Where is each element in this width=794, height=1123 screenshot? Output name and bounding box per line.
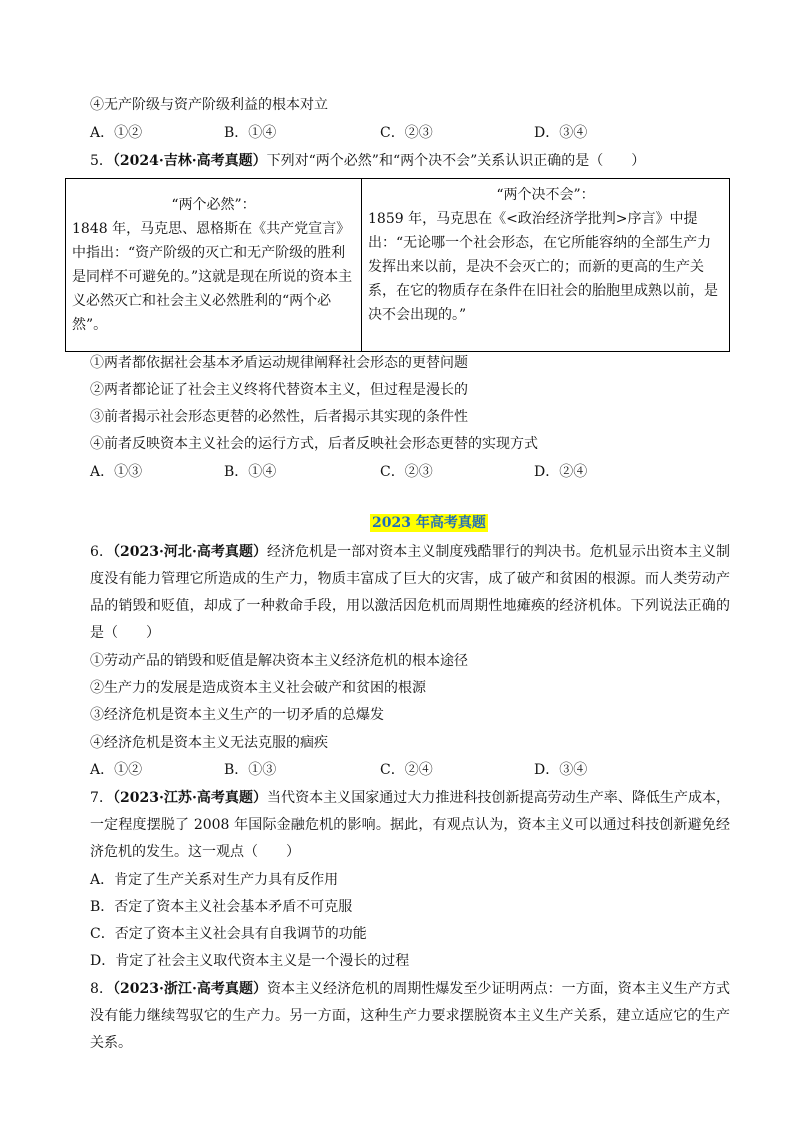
q7-number: 7． bbox=[90, 790, 113, 806]
q6-choice-a[interactable]: A．①② bbox=[90, 762, 143, 778]
q4-choice-d[interactable]: D．③④ bbox=[534, 125, 588, 141]
q4-statement-4: ④无产阶级与资产阶级利益的根本对立 bbox=[90, 97, 328, 113]
q5-left-text: 1848 年，马克思、恩格斯在《共产党宣言》中指出：“资产阶级的灭亡和无产阶级的胜利是同样不可避免的。”这就是现在所说的资本主义必然灭亡和社会主义必然胜利的“两个必然”。 bbox=[72, 221, 353, 333]
q6-source: （2023·河北·高考真题） bbox=[112, 544, 268, 560]
q7-option-b[interactable]: B．否定了资本主义社会基本矛盾不可克服 bbox=[90, 899, 353, 915]
q7-option-c[interactable]: C．否定了资本主义社会具有自我调节的功能 bbox=[90, 926, 367, 942]
q5-table-right-cell bbox=[362, 179, 729, 351]
q7-source: （2023·江苏·高考真题） bbox=[112, 790, 268, 806]
section-year: 2023 bbox=[372, 515, 411, 531]
q6-choice-d[interactable]: D．③④ bbox=[534, 762, 588, 778]
q6-stem-text: 经济危机是一部对资本主义制度残酷罪行的判决书。危机显示出资本主义制度没有能力管理它所造成的生产力，物质丰富成了巨大的灾害，成了破产和贫困的根源。而人类劳动产品的销毁和贬值，却成了一种救命手段，用以激活因危机而周期性地瘫痪的经济机体。下列说法正确的是（ ） bbox=[90, 544, 731, 641]
q5-statement-1: ①两者都依据社会基本矛盾运动规律阐释社会形态的更替问题 bbox=[90, 355, 468, 371]
q5-choice-b[interactable]: B．①④ bbox=[224, 464, 277, 480]
q5-left-title: “两个必然”： bbox=[171, 197, 256, 213]
q5-stem bbox=[90, 152, 645, 170]
q6-statement-2: ②生产力的发展是造成资本主义社会破产和贫困的根源 bbox=[90, 680, 426, 696]
q6-statement-4: ④经济危机是资本主义无法克服的痼疾 bbox=[90, 735, 328, 751]
q6-stem bbox=[90, 539, 730, 647]
q6-choice-b[interactable]: B．①③ bbox=[224, 762, 277, 778]
q5-choice-a[interactable]: A．①③ bbox=[90, 464, 143, 480]
q5-statement-2: ②两者都论证了社会主义终将代替资本主义，但过程是漫长的 bbox=[90, 382, 468, 398]
q7-option-d[interactable]: D．肯定了社会主义取代资本主义是一个漫长的过程 bbox=[90, 953, 410, 969]
q5-statement-4: ④前者反映资本主义社会的运行方式，后者反映社会形态更替的实现方式 bbox=[90, 436, 538, 452]
q4-choice-c[interactable]: C．②③ bbox=[380, 125, 433, 141]
q7-option-a[interactable]: A．肯定了生产关系对生产力具有反作用 bbox=[90, 872, 339, 888]
q5-source: （2024·吉林·高考真题） bbox=[112, 153, 267, 169]
section-heading-2023 bbox=[370, 514, 488, 532]
q4-choice-a[interactable]: A．①② bbox=[90, 125, 143, 141]
q5-right-title: “两个决不会”： bbox=[496, 187, 595, 203]
q7-stem bbox=[90, 785, 730, 866]
q5-stem-text: 下列对“两个必然”和“两个决不会”关系认识正确的是（ ） bbox=[266, 153, 646, 169]
q8-stem bbox=[90, 976, 730, 1057]
q5-choice-d[interactable]: D．②④ bbox=[534, 464, 588, 480]
q6-statement-1: ①劳动产品的销毁和贬值是解决资本主义经济危机的根本途径 bbox=[90, 653, 468, 669]
q5-right-text: 1859 年，马克思在《<政治经济学批判>序言》中提出：“无论哪一个社会形态，在它所能容纳的全部生产力发挥出来以前，是决不会灭亡的；而新的更高的生产关系，在它的物质存在条件在旧社会的胎胞里成熟以前，是决不会出现的。” bbox=[368, 211, 718, 323]
section-title-text: 年高考真题 bbox=[410, 515, 486, 531]
q4-choice-b[interactable]: B．①④ bbox=[224, 125, 277, 141]
q5-table-left-cell bbox=[66, 179, 362, 351]
q6-statement-3: ③经济危机是资本主义生产的一切矛盾的总爆发 bbox=[90, 707, 384, 723]
q8-source: （2023·浙江·高考真题） bbox=[112, 981, 268, 997]
q7-stem-text: 当代资本主义国家通过大力推进科技创新提高劳动生产率、降低生产成本，一定程度摆脱了 2008 年国际金融危机的影响。据此，有观点认为，资本主义可以通过科技创新避免经济危机的发生。这一观点（ ） bbox=[90, 790, 731, 860]
q8-number: 8． bbox=[90, 981, 113, 997]
q5-material-table bbox=[65, 178, 730, 352]
q5-statement-3: ③前者揭示社会形态更替的必然性，后者揭示其实现的条件性 bbox=[90, 409, 468, 425]
q6-choice-c[interactable]: C．②④ bbox=[380, 762, 433, 778]
q5-number: 5． bbox=[90, 153, 113, 169]
q5-choice-c[interactable]: C．②③ bbox=[380, 464, 433, 480]
q8-stem-text: 资本主义经济危机的周期性爆发至少证明两点：一方面，资本主义生产方式没有能力继续驾驭它的生产力。另一方面，这种生产力要求摆脱资本主义生产关系，建立适应它的生产关系。 bbox=[90, 981, 731, 1051]
q6-number: 6． bbox=[90, 544, 113, 560]
